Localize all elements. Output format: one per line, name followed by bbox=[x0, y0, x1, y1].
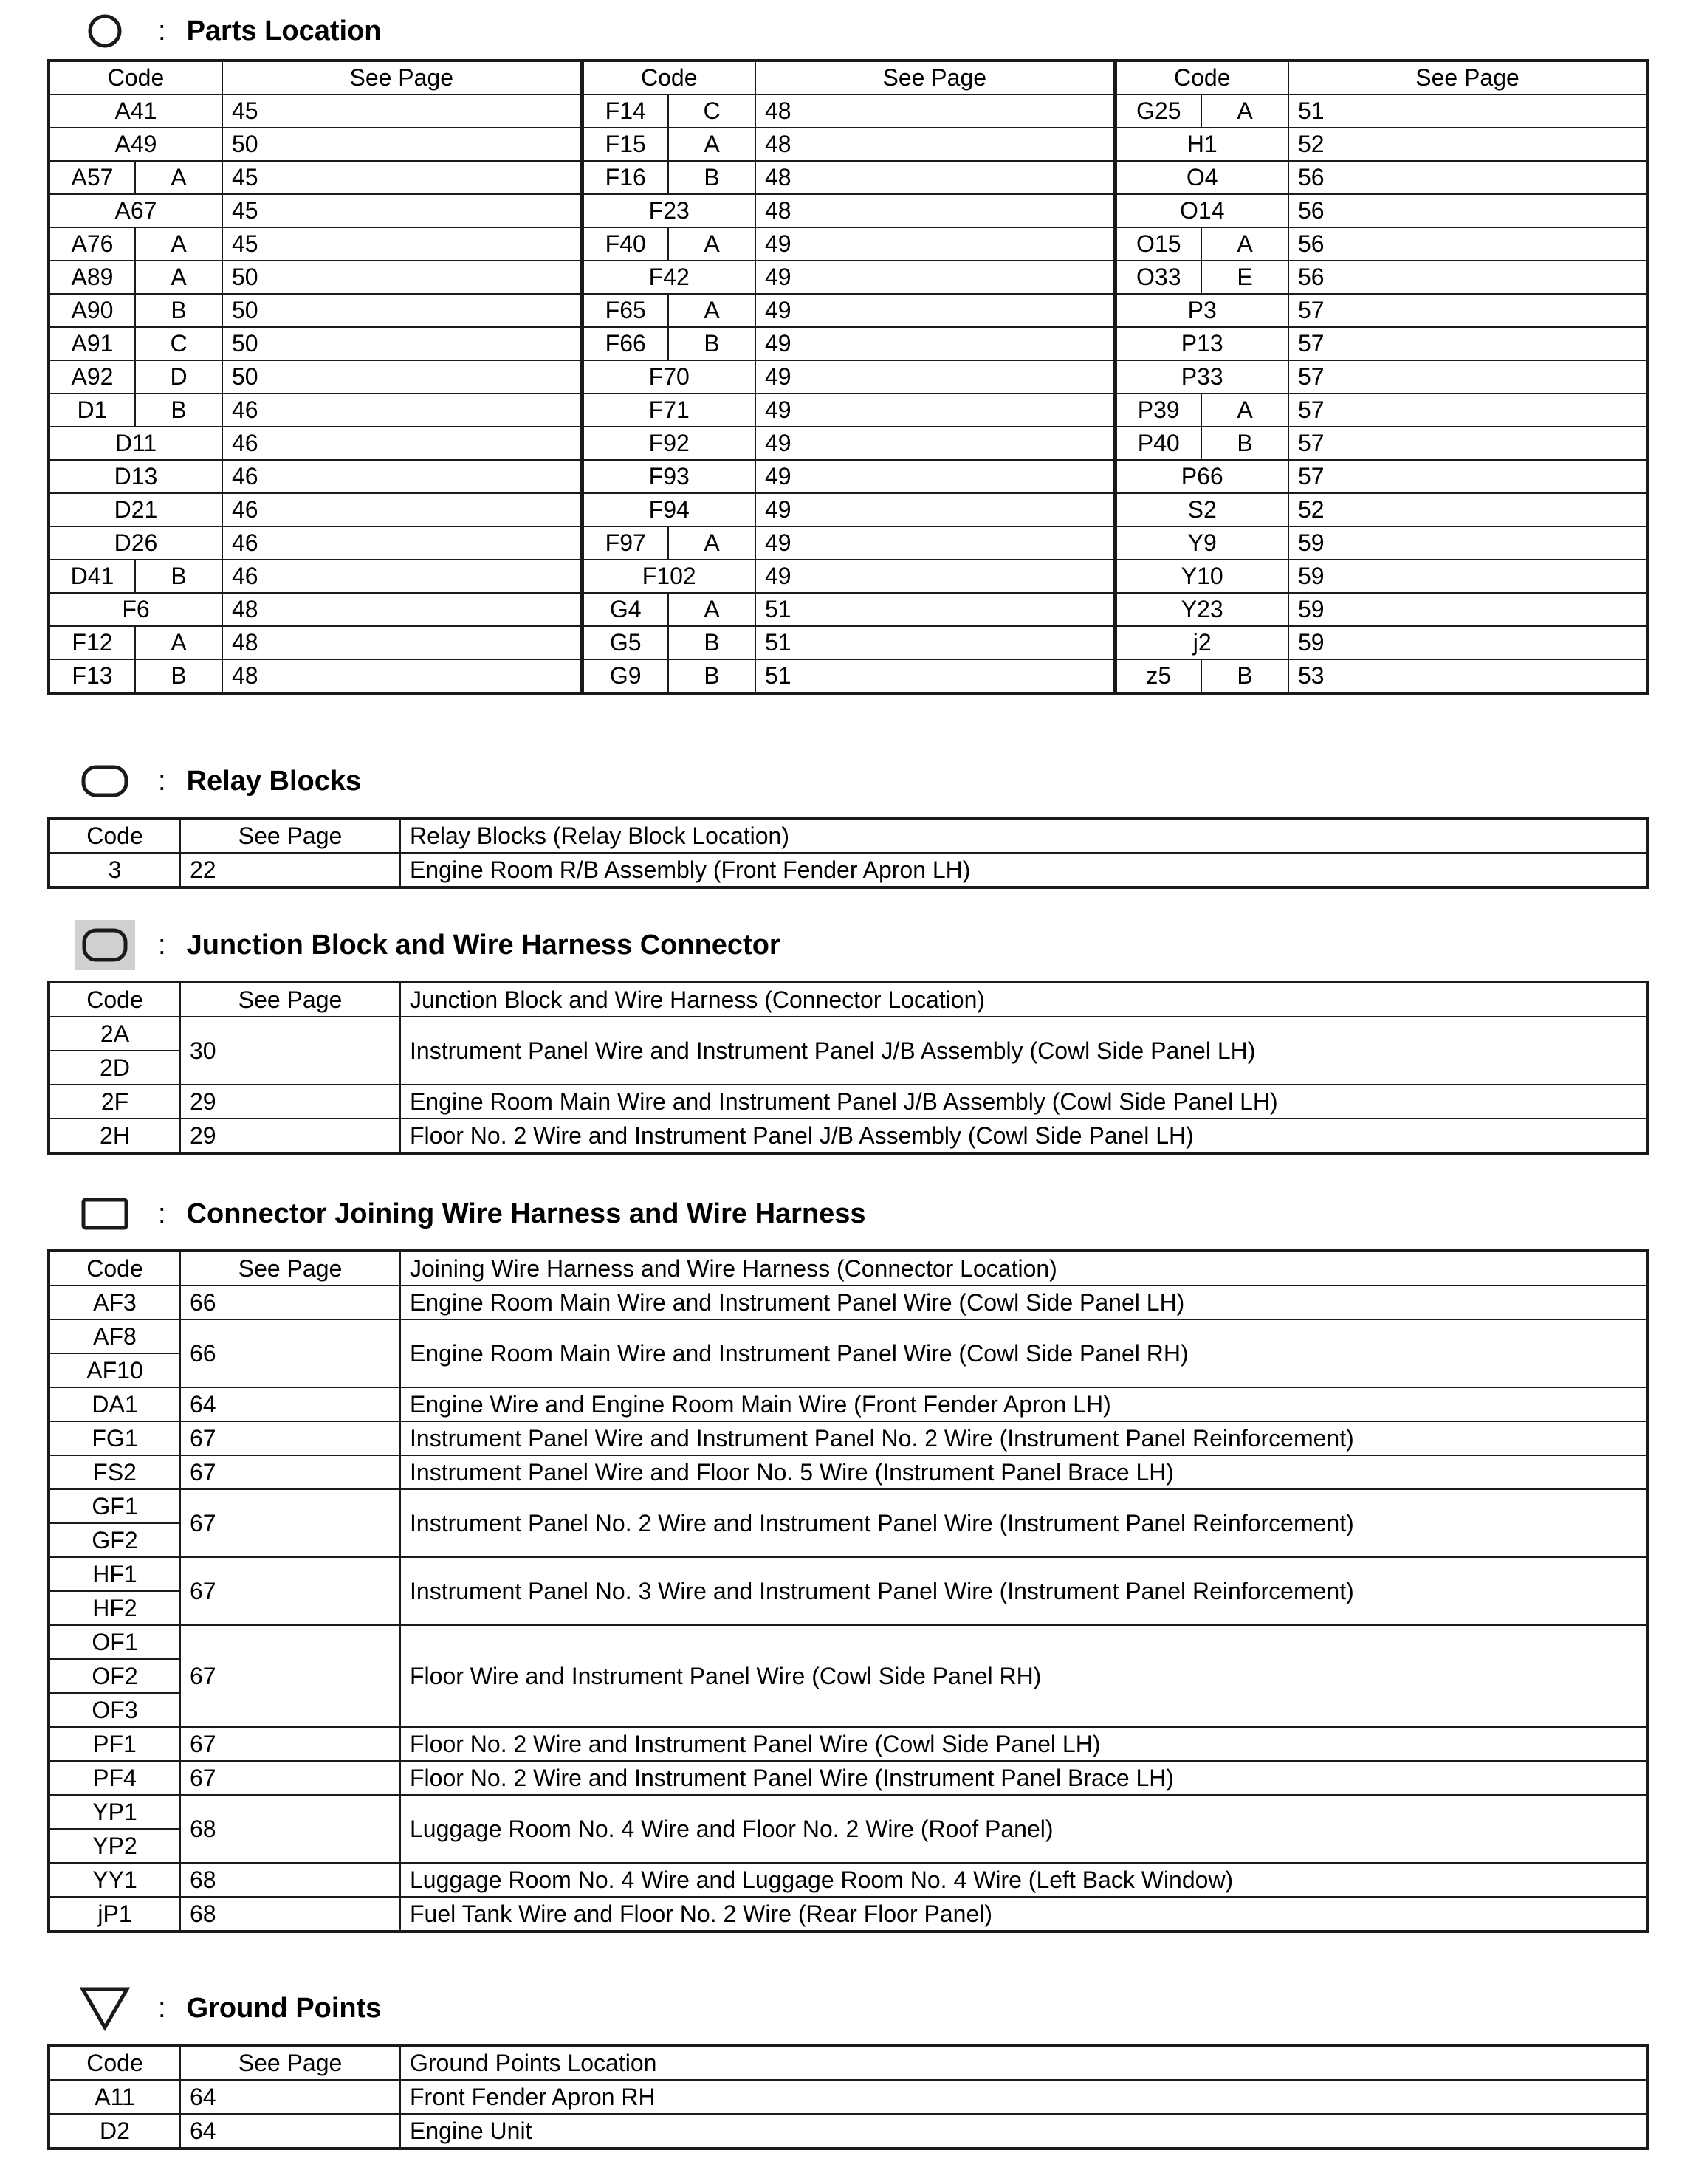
column-header: See Page bbox=[180, 818, 400, 853]
page-cell: 67 bbox=[180, 1761, 400, 1795]
section-colon: : bbox=[158, 765, 166, 797]
page-cell: 66 bbox=[180, 1285, 400, 1319]
sub-code-cell: A bbox=[135, 227, 222, 261]
sub-code-cell: A bbox=[668, 526, 755, 560]
code-cell: P13 bbox=[1115, 327, 1288, 360]
code-cell: A41 bbox=[49, 95, 222, 128]
page-cell: 56 bbox=[1288, 261, 1647, 294]
page-cell: 50 bbox=[222, 327, 582, 360]
page-cell: 45 bbox=[222, 194, 582, 227]
code-cell: DA1 bbox=[49, 1387, 180, 1421]
sub-code-cell: A bbox=[668, 294, 755, 327]
section-title: Parts Location bbox=[186, 15, 382, 47]
code-cell: F70 bbox=[582, 360, 755, 394]
code-cell: D21 bbox=[49, 493, 222, 526]
table-row bbox=[49, 2114, 1647, 2149]
page-cell: 49 bbox=[755, 294, 1115, 327]
sub-code-cell: A bbox=[135, 626, 222, 659]
sub-code-cell: A bbox=[135, 161, 222, 194]
column-header: See Page bbox=[180, 1251, 400, 1285]
page-cell: 46 bbox=[222, 526, 582, 560]
code-cell: YP2 bbox=[49, 1829, 180, 1863]
code-cell: P66 bbox=[1115, 460, 1288, 493]
page-cell: 46 bbox=[222, 560, 582, 593]
header-row bbox=[49, 982, 1647, 1017]
sub-code-cell: B bbox=[1201, 659, 1288, 693]
column-header: Code bbox=[49, 61, 222, 95]
rect-icon bbox=[71, 1192, 139, 1236]
code-cell: AF3 bbox=[49, 1285, 180, 1319]
page-cell: 48 bbox=[755, 95, 1115, 128]
connector-joining-table bbox=[47, 1249, 1649, 1933]
page-cell: 51 bbox=[755, 626, 1115, 659]
circle-icon bbox=[71, 9, 139, 53]
code-cell: S2 bbox=[1115, 493, 1288, 526]
description-cell: Floor Wire and Instrument Panel Wire (Cowl Side Panel RH) bbox=[400, 1625, 1647, 1727]
code-cell: FS2 bbox=[49, 1455, 180, 1489]
sub-code-cell: A bbox=[135, 261, 222, 294]
code-cell: F6 bbox=[49, 593, 222, 626]
column-header: Relay Blocks (Relay Block Location) bbox=[400, 818, 1647, 853]
page-cell: 51 bbox=[755, 593, 1115, 626]
code-cell: F23 bbox=[582, 194, 755, 227]
description-cell: Engine Unit bbox=[400, 2114, 1647, 2149]
page-cell: 67 bbox=[180, 1557, 400, 1625]
code-cell: F65 bbox=[582, 294, 668, 327]
page-cell: 67 bbox=[180, 1625, 400, 1727]
sub-code-cell: B bbox=[135, 294, 222, 327]
code-cell: F71 bbox=[582, 394, 755, 427]
header-row bbox=[49, 2045, 1647, 2080]
code-cell: PF4 bbox=[49, 1761, 180, 1795]
page-cell: 45 bbox=[222, 95, 582, 128]
code-cell: F12 bbox=[49, 626, 135, 659]
table-row bbox=[49, 161, 1647, 194]
table-row bbox=[49, 1897, 1647, 1931]
table-row bbox=[49, 1285, 1647, 1319]
code-cell: F102 bbox=[582, 560, 755, 593]
sub-code-cell: D bbox=[135, 360, 222, 394]
sub-code-cell: A bbox=[1201, 227, 1288, 261]
table-row bbox=[49, 853, 1647, 887]
page-cell: 50 bbox=[222, 128, 582, 161]
code-cell: O4 bbox=[1115, 161, 1288, 194]
page-cell: 68 bbox=[180, 1795, 400, 1863]
code-cell: A92 bbox=[49, 360, 135, 394]
page-cell: 49 bbox=[755, 493, 1115, 526]
code-cell: O33 bbox=[1115, 261, 1201, 294]
sub-code-cell: B bbox=[668, 327, 755, 360]
description-cell: Luggage Room No. 4 Wire and Floor No. 2 Wire (Roof Panel) bbox=[400, 1795, 1647, 1863]
code-cell: F94 bbox=[582, 493, 755, 526]
code-cell: D2 bbox=[49, 2114, 180, 2149]
code-cell: F15 bbox=[582, 128, 668, 161]
table-row bbox=[49, 593, 1647, 626]
description-cell: Engine Room R/B Assembly (Front Fender Apron LH) bbox=[400, 853, 1647, 887]
sub-code-cell: B bbox=[668, 161, 755, 194]
section-title: Junction Block and Wire Harness Connector bbox=[186, 929, 780, 961]
page-cell: 67 bbox=[180, 1455, 400, 1489]
page-cell: 48 bbox=[222, 659, 582, 693]
column-header: Joining Wire Harness and Wire Harness (Connector Location) bbox=[400, 1251, 1647, 1285]
page-cell: 50 bbox=[222, 261, 582, 294]
page-cell: 50 bbox=[222, 294, 582, 327]
table-row bbox=[49, 560, 1647, 593]
sub-code-cell: B bbox=[668, 659, 755, 693]
code-cell: G9 bbox=[582, 659, 668, 693]
code-cell: P40 bbox=[1115, 427, 1201, 460]
page-cell: 67 bbox=[180, 1727, 400, 1761]
code-cell: PF1 bbox=[49, 1727, 180, 1761]
description-cell: Fuel Tank Wire and Floor No. 2 Wire (Rear Floor Panel) bbox=[400, 1897, 1647, 1931]
code-cell: GF1 bbox=[49, 1489, 180, 1523]
description-cell: Luggage Room No. 4 Wire and Luggage Room No. 4 Wire (Left Back Window) bbox=[400, 1863, 1647, 1897]
page-cell: 46 bbox=[222, 427, 582, 460]
page-cell: 46 bbox=[222, 460, 582, 493]
code-cell: Y9 bbox=[1115, 526, 1288, 560]
code-cell: O15 bbox=[1115, 227, 1201, 261]
table-row bbox=[49, 294, 1647, 327]
page-cell: 64 bbox=[180, 2114, 400, 2149]
description-cell: Engine Room Main Wire and Instrument Panel Wire (Cowl Side Panel LH) bbox=[400, 1285, 1647, 1319]
table-row bbox=[49, 626, 1647, 659]
section-colon: : bbox=[158, 929, 166, 961]
code-cell: OF2 bbox=[49, 1659, 180, 1693]
page-cell: 48 bbox=[755, 128, 1115, 161]
code-cell: A76 bbox=[49, 227, 135, 261]
column-header: See Page bbox=[1288, 61, 1647, 95]
code-cell: 3 bbox=[49, 853, 180, 887]
column-header: See Page bbox=[755, 61, 1115, 95]
page-cell: 49 bbox=[755, 427, 1115, 460]
page-cell: 49 bbox=[755, 227, 1115, 261]
code-cell: G4 bbox=[582, 593, 668, 626]
junction-block-table bbox=[47, 981, 1649, 1155]
column-header: See Page bbox=[222, 61, 582, 95]
column-header: See Page bbox=[180, 2045, 400, 2080]
table-row bbox=[49, 95, 1647, 128]
table-row bbox=[49, 1455, 1647, 1489]
page-cell: 57 bbox=[1288, 327, 1647, 360]
description-cell: Instrument Panel Wire and Floor No. 5 Wire (Instrument Panel Brace LH) bbox=[400, 1455, 1647, 1489]
code-cell: F13 bbox=[49, 659, 135, 693]
table-row bbox=[49, 360, 1647, 394]
junction-block-header bbox=[71, 923, 780, 967]
page-cell: 29 bbox=[180, 1085, 400, 1119]
page-cell: 49 bbox=[755, 261, 1115, 294]
table-row bbox=[49, 194, 1647, 227]
code-cell: F66 bbox=[582, 327, 668, 360]
table-row bbox=[49, 659, 1647, 693]
code-cell: A90 bbox=[49, 294, 135, 327]
sub-code-cell: B bbox=[135, 560, 222, 593]
section-colon: : bbox=[158, 1992, 166, 2024]
table-row bbox=[49, 227, 1647, 261]
column-header: Junction Block and Wire Harness (Connector Location) bbox=[400, 982, 1647, 1017]
page-cell: 49 bbox=[755, 526, 1115, 560]
code-cell: z5 bbox=[1115, 659, 1201, 693]
triangle-icon bbox=[71, 1986, 139, 2030]
description-cell: Floor No. 2 Wire and Instrument Panel J/B Assembly (Cowl Side Panel LH) bbox=[400, 1119, 1647, 1153]
page-cell: 56 bbox=[1288, 161, 1647, 194]
page-cell: 48 bbox=[755, 161, 1115, 194]
table-row bbox=[49, 394, 1647, 427]
parts-location-body bbox=[49, 95, 1647, 693]
code-cell: A89 bbox=[49, 261, 135, 294]
table-row bbox=[49, 427, 1647, 460]
page-cell: 49 bbox=[755, 394, 1115, 427]
code-cell: A57 bbox=[49, 161, 135, 194]
table-row bbox=[49, 1625, 1647, 1659]
code-cell: O14 bbox=[1115, 194, 1288, 227]
header-row bbox=[49, 1251, 1647, 1285]
page-cell: 51 bbox=[1288, 95, 1647, 128]
sub-code-cell: A bbox=[1201, 394, 1288, 427]
code-cell: F93 bbox=[582, 460, 755, 493]
code-cell: P39 bbox=[1115, 394, 1201, 427]
section-colon: : bbox=[158, 1198, 166, 1229]
table-row bbox=[49, 1017, 1647, 1051]
sub-code-cell: B bbox=[135, 659, 222, 693]
column-header: Ground Points Location bbox=[400, 2045, 1647, 2080]
page-cell: 57 bbox=[1288, 294, 1647, 327]
code-cell: AF10 bbox=[49, 1353, 180, 1387]
ground-points-table bbox=[47, 2044, 1649, 2150]
column-header: Code bbox=[49, 2045, 180, 2080]
table-row bbox=[49, 327, 1647, 360]
code-cell: OF1 bbox=[49, 1625, 180, 1659]
parts-location-header bbox=[71, 9, 382, 53]
page-cell: 57 bbox=[1288, 427, 1647, 460]
page-cell: 48 bbox=[755, 194, 1115, 227]
code-cell: A11 bbox=[49, 2080, 180, 2114]
code-cell: YY1 bbox=[49, 1863, 180, 1897]
table-row bbox=[49, 128, 1647, 161]
code-cell: HF2 bbox=[49, 1591, 180, 1625]
table-row bbox=[49, 1863, 1647, 1897]
page-cell: 48 bbox=[222, 593, 582, 626]
description-cell: Engine Wire and Engine Room Main Wire (Front Fender Apron LH) bbox=[400, 1387, 1647, 1421]
sub-code-cell: A bbox=[668, 593, 755, 626]
sub-code-cell: A bbox=[1201, 95, 1288, 128]
description-cell: Instrument Panel No. 3 Wire and Instrument Panel Wire (Instrument Panel Reinforcement) bbox=[400, 1557, 1647, 1625]
description-cell: Front Fender Apron RH bbox=[400, 2080, 1647, 2114]
code-cell: j2 bbox=[1115, 626, 1288, 659]
table-row bbox=[49, 1761, 1647, 1795]
relay-blocks-table bbox=[47, 817, 1649, 889]
page-cell: 68 bbox=[180, 1863, 400, 1897]
code-cell: A91 bbox=[49, 327, 135, 360]
code-cell: 2A bbox=[49, 1017, 180, 1051]
page-cell: 64 bbox=[180, 1387, 400, 1421]
sub-code-cell: B bbox=[668, 626, 755, 659]
sub-code-cell: B bbox=[135, 394, 222, 427]
page-cell: 67 bbox=[180, 1489, 400, 1557]
code-cell: F42 bbox=[582, 261, 755, 294]
table-row bbox=[49, 1795, 1647, 1829]
section-title: Connector Joining Wire Harness and Wire Harness bbox=[186, 1198, 866, 1229]
page-cell: 53 bbox=[1288, 659, 1647, 693]
page-cell: 45 bbox=[222, 161, 582, 194]
column-header: See Page bbox=[180, 982, 400, 1017]
table-row bbox=[49, 460, 1647, 493]
table-row bbox=[49, 493, 1647, 526]
code-cell: D1 bbox=[49, 394, 135, 427]
shaded-rounded-rect-icon bbox=[71, 923, 139, 967]
page-cell: 68 bbox=[180, 1897, 400, 1931]
table-row bbox=[49, 1319, 1647, 1353]
description-cell: Engine Room Main Wire and Instrument Panel Wire (Cowl Side Panel RH) bbox=[400, 1319, 1647, 1387]
code-cell: F16 bbox=[582, 161, 668, 194]
relay-blocks-header bbox=[71, 759, 361, 803]
page-cell: 49 bbox=[755, 560, 1115, 593]
section-title: Ground Points bbox=[186, 1992, 382, 2024]
code-cell: F40 bbox=[582, 227, 668, 261]
page-cell: 46 bbox=[222, 493, 582, 526]
table-row bbox=[49, 2080, 1647, 2114]
page-cell: 29 bbox=[180, 1119, 400, 1153]
code-cell: HF1 bbox=[49, 1557, 180, 1591]
column-header: Code bbox=[1115, 61, 1288, 95]
page-cell: 56 bbox=[1288, 227, 1647, 261]
code-cell: F14 bbox=[582, 95, 668, 128]
table-row bbox=[49, 1421, 1647, 1455]
rounded-rect-icon bbox=[71, 759, 139, 803]
code-cell: D11 bbox=[49, 427, 222, 460]
description-cell: Engine Room Main Wire and Instrument Panel J/B Assembly (Cowl Side Panel LH) bbox=[400, 1085, 1647, 1119]
description-cell: Floor No. 2 Wire and Instrument Panel Wire (Instrument Panel Brace LH) bbox=[400, 1761, 1647, 1795]
page-cell: 66 bbox=[180, 1319, 400, 1387]
parts-location-table bbox=[47, 59, 1649, 695]
column-header: Code bbox=[49, 1251, 180, 1285]
page-cell: 67 bbox=[180, 1421, 400, 1455]
page-cell: 59 bbox=[1288, 626, 1647, 659]
code-cell: D41 bbox=[49, 560, 135, 593]
table-row bbox=[49, 526, 1647, 560]
table-row bbox=[49, 1119, 1647, 1153]
page-cell: 46 bbox=[222, 394, 582, 427]
page-cell: 59 bbox=[1288, 526, 1647, 560]
sub-code-cell: A bbox=[668, 128, 755, 161]
code-cell: A67 bbox=[49, 194, 222, 227]
code-cell: Y10 bbox=[1115, 560, 1288, 593]
column-header: Code bbox=[49, 818, 180, 853]
page-cell: 56 bbox=[1288, 194, 1647, 227]
page-cell: 59 bbox=[1288, 593, 1647, 626]
page-cell: 57 bbox=[1288, 460, 1647, 493]
sub-code-cell: C bbox=[668, 95, 755, 128]
connector-joining-header bbox=[71, 1192, 866, 1236]
code-cell: YP1 bbox=[49, 1795, 180, 1829]
page-cell: 49 bbox=[755, 327, 1115, 360]
table-row bbox=[49, 1727, 1647, 1761]
code-cell: Y23 bbox=[1115, 593, 1288, 626]
page-cell: 52 bbox=[1288, 493, 1647, 526]
sub-code-cell: C bbox=[135, 327, 222, 360]
sub-code-cell: B bbox=[1201, 427, 1288, 460]
table-row bbox=[49, 1557, 1647, 1591]
sub-code-cell: A bbox=[668, 227, 755, 261]
section-colon: : bbox=[158, 15, 166, 47]
code-cell: jP1 bbox=[49, 1897, 180, 1931]
description-cell: Floor No. 2 Wire and Instrument Panel Wire (Cowl Side Panel LH) bbox=[400, 1727, 1647, 1761]
code-cell: OF3 bbox=[49, 1693, 180, 1727]
page-cell: 59 bbox=[1288, 560, 1647, 593]
code-cell: 2D bbox=[49, 1051, 180, 1085]
code-cell: AF8 bbox=[49, 1319, 180, 1353]
page-cell: 52 bbox=[1288, 128, 1647, 161]
code-cell: H1 bbox=[1115, 128, 1288, 161]
header-row bbox=[49, 818, 1647, 853]
code-cell: P33 bbox=[1115, 360, 1288, 394]
code-cell: P3 bbox=[1115, 294, 1288, 327]
code-cell: G25 bbox=[1115, 95, 1201, 128]
description-cell: Instrument Panel No. 2 Wire and Instrument Panel Wire (Instrument Panel Reinforcement) bbox=[400, 1489, 1647, 1557]
page-cell: 57 bbox=[1288, 394, 1647, 427]
description-cell: Instrument Panel Wire and Instrument Panel No. 2 Wire (Instrument Panel Reinforcement) bbox=[400, 1421, 1647, 1455]
column-header: Code bbox=[582, 61, 755, 95]
page-cell: 51 bbox=[755, 659, 1115, 693]
page-cell: 64 bbox=[180, 2080, 400, 2114]
page-cell: 30 bbox=[180, 1017, 400, 1085]
code-cell: F97 bbox=[582, 526, 668, 560]
column-header: Code bbox=[49, 982, 180, 1017]
code-cell: FG1 bbox=[49, 1421, 180, 1455]
code-cell: D26 bbox=[49, 526, 222, 560]
code-cell: F92 bbox=[582, 427, 755, 460]
table-row bbox=[49, 1387, 1647, 1421]
code-cell: D13 bbox=[49, 460, 222, 493]
sub-code-cell: E bbox=[1201, 261, 1288, 294]
page-cell: 49 bbox=[755, 360, 1115, 394]
table-row bbox=[49, 1085, 1647, 1119]
code-cell: A49 bbox=[49, 128, 222, 161]
table-row bbox=[49, 261, 1647, 294]
table-row bbox=[49, 1489, 1647, 1523]
code-cell: GF2 bbox=[49, 1523, 180, 1557]
code-cell: G5 bbox=[582, 626, 668, 659]
ground-points-header bbox=[71, 1986, 381, 2030]
page-cell: 57 bbox=[1288, 360, 1647, 394]
page-cell: 48 bbox=[222, 626, 582, 659]
page-cell: 49 bbox=[755, 460, 1115, 493]
page-cell: 45 bbox=[222, 227, 582, 261]
code-cell: 2H bbox=[49, 1119, 180, 1153]
code-cell: 2F bbox=[49, 1085, 180, 1119]
page-cell: 50 bbox=[222, 360, 582, 394]
section-title: Relay Blocks bbox=[186, 765, 362, 797]
description-cell: Instrument Panel Wire and Instrument Panel J/B Assembly (Cowl Side Panel LH) bbox=[400, 1017, 1647, 1085]
page-cell: 22 bbox=[180, 853, 400, 887]
